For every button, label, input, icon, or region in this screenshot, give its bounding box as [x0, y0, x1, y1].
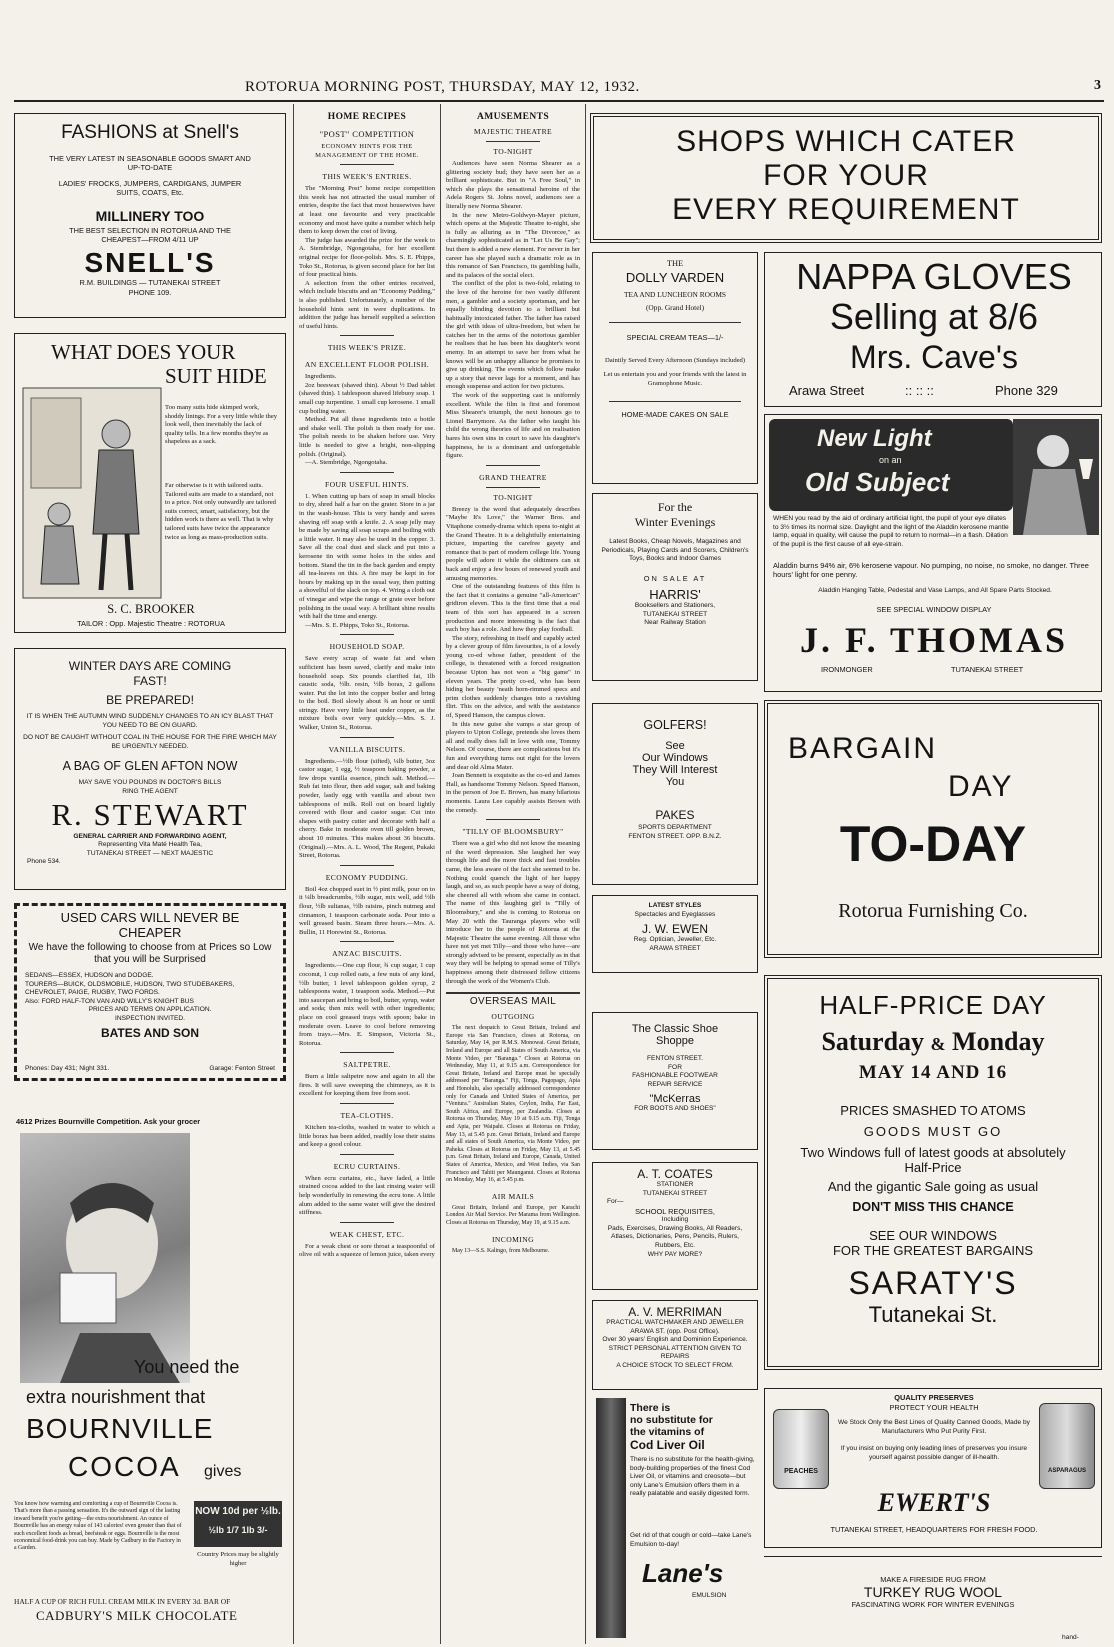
- divider: [340, 1222, 394, 1223]
- judge-text: The judge has awarded the prize for the week to A. Stembridge, Ngongotaha, for her excellent original recipe for floor-polish. Mrs. S. E. Phipps, Toko St., Rotorua, is given second place for her list of four practical hints.: [299, 236, 435, 279]
- divider: [609, 401, 740, 402]
- polish-method: Method. Put all these ingredients into a bottle and shake well. The polish is then ready for use. The polish needs to be shaken before use. Very little is needed to give a bright, non-slipping polish. (Original).: [299, 416, 435, 458]
- saraty-p1: PRICES SMASHED TO ATOMS: [840, 1103, 1026, 1118]
- cocoa-word: COCOA: [68, 1451, 181, 1482]
- classic-name: "McKerras: [649, 1093, 701, 1106]
- bates-h2: We have the following to choose from at Prices so Low that you will be Surprised: [28, 942, 272, 965]
- rug-l1: MAKE A FIRESIDE RUG FROM: [880, 1575, 986, 1584]
- cave-name: Mrs. Cave's: [850, 339, 1018, 375]
- stewart-phone: Phone 534.: [27, 858, 61, 866]
- merriman-l4: STRICT PERSONAL ATTENTION GIVEN TO REPAIRS: [608, 1344, 742, 1361]
- ad-bates: [14, 903, 286, 1081]
- ad-snells: [14, 113, 286, 318]
- page-number: 3: [1094, 78, 1101, 93]
- ewen-l3: Reg. Optician, Jeweller, Etc.: [633, 936, 717, 944]
- ad-saratys: [764, 975, 1102, 1370]
- saltpetre-heading: SALTPETRE.: [343, 1060, 391, 1070]
- cocoa-gives: gives: [204, 1463, 242, 1480]
- masthead-title: ROTORUA MORNING POST, THURSDAY, MAY 12, 1932.: [245, 79, 640, 95]
- vanilla-heading: VANILLA BISCUITS.: [328, 744, 406, 754]
- chest-text: For a weak chest or sore throat a teaspoonful of olive oil with a squeeze of lemon juice, taken every: [299, 1242, 435, 1259]
- classic-l3: FASHIONABLE FOOTWEAR: [632, 1072, 718, 1080]
- bargain-l4: Rotorua Furnishing Co.: [838, 900, 1028, 922]
- ad-ewen: [592, 895, 758, 973]
- saraty-p6: SEE OUR WINDOWS: [869, 1228, 997, 1243]
- cocoa-l1: You need the: [134, 1357, 240, 1377]
- saraty-p3: Two Windows full of latest goods at absolutely Half-Price: [800, 1145, 1066, 1175]
- dolly-opp: (Opp. Grand Hotel): [645, 302, 705, 312]
- dolly-sub: TEA AND LUNCHEON ROOMS: [623, 289, 727, 299]
- cocoa-price-badge: [194, 1501, 282, 1547]
- harris-l2: TUTANEKAI STREET: [642, 610, 708, 618]
- cocoa-country: Country Prices may be slightly higher: [197, 1551, 279, 1567]
- lanes-bottle: [596, 1398, 626, 1638]
- cave-h1: NAPPA GLOVES: [796, 257, 1072, 297]
- divider: [340, 335, 394, 336]
- saraty-h2: Saturday: [821, 1027, 925, 1056]
- coates-name: A. T. COATES: [637, 1167, 713, 1181]
- saraty-p5: DON'T MISS THIS CHANCE: [852, 1200, 1014, 1214]
- thomas-iron: IRONMONGER: [821, 665, 873, 674]
- saraty-h1: HALF-PRICE DAY: [819, 990, 1047, 1020]
- banner1: New Light: [817, 425, 932, 452]
- banner-on: on an: [879, 455, 902, 465]
- ad-coates: [592, 1162, 758, 1290]
- tilly-text: There was a girl who did not know the meaning of the word depression. She laughed her way through life and the more thick and fast troubles came, the less aware of the fact she seemed to be. Nothing could quench the light of her happy laugh, and so, as such people have a way of doing, she cheered all with whom she came in contact. The name of this laughing girl is "Tilly of Bloomsbury," and she is coming to Rotorua on May 20 with the Tauranga players who will introduce her to the people of Rotorua at the Majestic Theatre the same evening. All those who have not yet met Tilly—and those who have—are strongly advised to be present, especially as in that way they will be helping to spread some of Tilly's happiness among their distressed fellow citizens through the work of the Women's Club.: [446, 840, 580, 985]
- soap-heading: HOUSEHOLD SOAP.: [329, 642, 405, 652]
- bargain-l2: DAY: [948, 770, 1014, 803]
- snells-name: SNELL'S: [84, 247, 216, 279]
- lanes-h2: no substitute for: [630, 1414, 713, 1426]
- grand-p4: In this new guise she vamps a star group of players to Upton College, pretends she loves them all and really does fall in love with one, Tommy Nelson. Of course, there are complications but it's fun and everything turns out right for the lovers and dear old Alma Mater.: [446, 720, 580, 771]
- snells-line1: THE VERY LATEST IN SEASONABLE GOODS SMART AND UP-TO-DATE: [49, 154, 251, 173]
- divider: [340, 941, 394, 942]
- divider: [609, 322, 740, 323]
- outgoing-heading: OUTGOING: [491, 1012, 535, 1022]
- snells-phone: PHONE 109.: [128, 287, 172, 297]
- hints-heading: FOUR USEFUL HINTS.: [325, 479, 409, 489]
- soap-text: Save every scrap of waste fat and when sufficient has been saved, clarify and make into household soap. Six pounds clarified fat, 1lb caustic soda, ½lb. resin, ½lb borax, 2 gallons water. Put the lot into the copper boiler and bring to the boil. Boil slowly about ¾ an hour or until stringy. Have very little heat under copper, as the mixture boils over very quickly.—Mrs. S. J. Walker, Union St., Rotorua.: [299, 655, 435, 732]
- boy-drinking-illustration: [20, 1133, 190, 1383]
- dolly-the: THE: [666, 259, 684, 268]
- recipes-heading: HOME RECIPES: [327, 112, 407, 122]
- anzac-text: Ingredients.—One cup flour, ¾ cup sugar, 1 cup coconut, 1 cup rolled oats, a few nuts of any kind, ½lb butter, 1 level tablespoon golden syrup, 2 tablespoons water, 1 teaspoon soda. Method.—Put into saucepan and bring to boil, butter, syrup, water and soda; then mix well with other ingredients; place on cool greased trays with spoon; bake in moderate oven. Leave to cool before removing from trays.—Mrs. E. Simpson, Victoria St., Rotorua.: [299, 962, 435, 1047]
- hints-text: 1. When cutting up bars of soap in small blocks to dry, shred half a bar on the grater. Store in a jar in the wash-house. This is very handy and saves shaving off soap with a knife. 2. A soap jelly may be made by saving all soap scraps and boiling with a little water. It may also be used in the copper. 3. Save all the coal dust and slack and put into a kerosene tin with some holes in the sides and bottom. Stand the tin in the back garden and empty all tea-leaves on this. A fire may be kept in for hours by making up in the usual way, then putting a shovelful of the slack on top. 4. Wring a cloth out of vinegar and wipe the range or grate over before polishing in the usual way. A brilliant shine results with half the time and energy.: [299, 492, 435, 621]
- classic-l2: FOR: [668, 1063, 682, 1071]
- ewert-street: TUTANEKAI STREET, HEADQUARTERS FOR FRESH FOOD.: [830, 1525, 1038, 1534]
- merriman-l1: PRACTICAL WATCHMAKER AND JEWELLER: [606, 1319, 744, 1326]
- ad-ewerts: [764, 1388, 1102, 1548]
- tea-cloths-heading: TEA-CLOTHS.: [340, 1111, 394, 1121]
- masthead-rule: [14, 100, 1104, 102]
- bates-l2: TOURERS—BUICK, OLDSMOBILE, HUDSON, TWO STUDEBAKERS, CHEVROLET, PAIGE, RUGBY, TWO FORDS.: [25, 980, 235, 997]
- chest-heading: WEAK CHEST, ETC.: [329, 1229, 405, 1239]
- coates-l4: SCHOOL REQUISITES,: [635, 1206, 715, 1216]
- divider: [486, 141, 540, 142]
- stewart-ring: RING THE AGENT: [122, 787, 178, 795]
- divider: [446, 992, 580, 994]
- cocoa-lb: ½lb 1/7 1lb 3/-: [208, 1525, 268, 1535]
- anzac-heading: ANZAC BISCUITS.: [332, 949, 402, 959]
- saraty-dates: MAY 14 AND 16: [858, 1062, 1008, 1083]
- selection-text: A selection from the other entries received, which include biscuits and an "Economy Pudding," is also published. Unfortunately, a number of the household hints sent in were duplications. In addition the judge has herself supplied a selection of useful hints.: [299, 279, 435, 330]
- ad-dolly-varden: [592, 252, 758, 484]
- stewart-name: R. STEWART: [51, 796, 249, 832]
- column-rule: [293, 104, 294, 1644]
- ad-stewart: [14, 648, 286, 890]
- divider: [340, 865, 394, 866]
- bates-garage: Garage: Fenton Street: [209, 1065, 275, 1073]
- saraty-h2b: Monday: [952, 1027, 1045, 1056]
- lamp-reader-illustration: [1013, 419, 1099, 535]
- incoming-heading: INCOMING: [491, 1234, 534, 1244]
- shops-l3: EVERY REQUIREMENT: [672, 193, 1020, 226]
- cocoa-b2: CADBURY'S MILK CHOCOLATE: [36, 1608, 238, 1623]
- saltpetre-text: Burn a little saltpetre now and again in all the fires. It will save sweeping the chimneys, as it is excellent for keeping them free from soot.: [299, 1073, 435, 1098]
- coates-l6: Pads, Exercises, Drawing Books, All Readers, Atlases, Dictionaries, Pens, Pencils, Rulers, Rubbers, Etc.: [607, 1224, 743, 1249]
- recipes-sub: "POST" COMPETITION: [319, 129, 415, 139]
- brooker-body2: Far otherwise is it with tailored suits. Tailored suits are made to a standard, not to a price. Not only outwardly are tailored suits correct, smart, satisfactory, but the hidden work is there as well. That is why tailored suits have twice the appearance twice as long as mass-production suits.: [165, 482, 276, 541]
- tilly-heading: "TILLY OF BLOOMSBURY": [462, 827, 564, 837]
- incoming-text: May 13—S.S. Kalingo, from Melbourne.: [452, 1247, 550, 1254]
- ad-bargain-day: [764, 700, 1102, 958]
- majestic-p3: The conflict of the plot is two-fold, relating to the love of the heroine for two vastly different men, a gambler and a society sportsman, and her equally blinding devotion to a brilliant but habitually intoxicated father. The father has raised the girl with ideas of ultra-freedom, but when he catches her in the arms of the notorious gambler he realises that he has been his daughter's worst enemy. In an attempt to save her from what he knows will be an unhappy alliance he promises to give up drinking. The events which follow make up a story that never lags for a moment, and has enough suspense and action for two pictures.: [446, 280, 580, 391]
- ad-harris: [592, 493, 758, 681]
- divider: [486, 465, 540, 466]
- grand-p3: The story, refreshing in itself and capably acted by a clever group of film favourites, is of a lovely young co-ed whose father, president of the college, is threatened with a forced resignation because Upton has not won a "big game" in eleven years. The pretty co-ed, who has been hiding her beauty 'neath horn-rimmed specs and prim clothes suddenly changes into a ravishing flirt. This on the advice, and with the assistance of, Speed Hanson, the campus clown.: [446, 634, 580, 720]
- grand-heading: GRAND THEATRE: [479, 472, 547, 482]
- pudding-heading: ECONOMY PUDDING.: [325, 872, 409, 882]
- divider: [340, 164, 394, 165]
- thomas-lamps: Aladdin Hanging Table, Pedestal and Vase Lamps, and All Spare Parts Stocked.: [818, 587, 1052, 594]
- snells-title: FASHIONS at Snell's: [61, 122, 239, 143]
- ewen-l1: LATEST STYLES: [648, 902, 702, 909]
- saraty-name: SARATY'S: [848, 1265, 1018, 1301]
- coates-l5: Including: [661, 1216, 689, 1224]
- ad-turkey-rug: [764, 1556, 1102, 1646]
- ad-lanes-emulsion: [592, 1398, 758, 1644]
- dolly-cakes: HOME-MADE CAKES ON SALE: [621, 409, 729, 419]
- majestic-p2: In the new Metro-Goldwyn-Mayer picture, which opens at the Majestic Theatre to-night, she is fully as alluring as in "The Divorcee," as charmingly sophisticated as in "Let Us Be Gay"; but there is added a new element. For never in her career has she played such a dramatic role as in this romance of San Francisco, its gambling halls, and its palaces of the social elect.: [446, 211, 580, 279]
- polish-signature: —A. Stembridge, Ngongotaha.: [305, 459, 388, 467]
- ewert-can-asparagus: [1039, 1403, 1095, 1489]
- ad-classic-shoe: [592, 1012, 758, 1150]
- pakes-dept: SPORTS DEPARTMENT: [638, 824, 712, 831]
- ewen-l2: Spectacles and Eyeglasses: [634, 910, 716, 918]
- merriman-l2: ARAWA ST. (opp. Post Office).: [630, 1327, 720, 1335]
- ewert-name: EWERT'S: [877, 1488, 991, 1517]
- divider: [340, 737, 394, 738]
- brooker-name: S. C. BROOKER: [107, 602, 195, 616]
- column-rule: [440, 104, 441, 1644]
- cocoa-photo: [20, 1133, 190, 1383]
- pakes-l3: They Will Interest: [632, 764, 718, 776]
- mail-heading: OVERSEAS MAIL: [469, 996, 557, 1008]
- ad-mrs-cave: [764, 252, 1102, 407]
- grand-p5: Joan Bennett is exquisite as the co-ed and James Hall, as handsome Tommy Nelson. Speed Hanson, in the person of Joe E. Brown, has many hilarious moments. Laura Lee capably assists Brown with the comedy.: [446, 772, 580, 814]
- amusements-heading: AMUSEMENTS: [476, 112, 550, 122]
- harris-body: Latest Books, Cheap Novels, Magazines and Periodicals, Playing Cards and Scorers, Children's Toys, Books and Indoor Games: [601, 538, 749, 563]
- cocoa-brand: BOURNVILLE: [26, 1413, 214, 1444]
- snells-best: THE BEST SELECTION IN ROTORUA AND THE CHEAPEST—FROM 4/11 UP: [69, 225, 231, 245]
- pakes-name: PAKES: [655, 808, 695, 822]
- rug-l3: FASCINATING WORK FOR WINTER EVENINGS: [851, 1600, 1015, 1610]
- cocoa-b1: HALF A CUP OF RICH FULL CREAM MILK IN EVERY 3d. BAR OF: [14, 1597, 231, 1606]
- brooker-title1: WHAT DOES YOUR: [51, 340, 236, 364]
- lanes-body: There is no substitute for the health-giving, body-building properties of the finest Cod Liver Oil, or vitamins and creosote—but only Lane's Emulsion offers them in a really palatable and easily digested form.: [630, 1456, 755, 1498]
- bargain-l3: TO-DAY: [839, 816, 1027, 872]
- classic-l1: FENTON STREET.: [647, 1055, 703, 1062]
- divider: [340, 634, 394, 635]
- grand-p1: Breezy is the word that adequately describes "Maybe It's Love," the Warner Bros. and Vitaphone comedy-drama which opens to-night at the Grand Theatre. It is a delightfully entertaining picture, imparting the carefree gayety and romance that is part of modern college life. Young people will adore it while the oldtimers can sit back and enjoy a few hours of renewed youth and amusing memories.: [446, 505, 580, 582]
- lanes-h1: There is: [630, 1402, 671, 1414]
- divider: [340, 1103, 394, 1104]
- saraty-p7: FOR THE GREATEST BARGAINS: [832, 1243, 1034, 1258]
- brooker-body1: Too many suits hide skimped work, shoddy linings. For a very little while they look well, then inevitably the lack of quality tells. In a few months they're as shapeless as a sack.: [165, 404, 278, 446]
- stewart-h1: WINTER DAYS ARE COMING FAST!: [68, 659, 232, 688]
- ingredients-list: 2oz beeswax (shaved thin). About ½ Dad tablet (shaved thin). 1 tablespoon shaved lifebuoy soap. 1 small cup turpentine. 1 small cup kerosene. 1 small cup boiling water.: [299, 381, 435, 415]
- divider: [340, 1154, 394, 1155]
- lanes-brand: Lane's: [642, 1558, 724, 1588]
- merriman-l5: A CHOICE STOCK TO SELECT FROM.: [616, 1361, 734, 1369]
- harris-h1: For the: [657, 500, 693, 514]
- classic-l4: REPAIR SERVICE: [647, 1080, 703, 1088]
- majestic-tonight: TO-NIGHT: [493, 147, 533, 156]
- rug-hand: hand-: [1062, 1634, 1079, 1641]
- ad-thomas: [764, 414, 1102, 692]
- dolly-served: Daintily Served Every Afternoon (Sundays included): [604, 356, 746, 364]
- pudding-text: Boil 4oz chopped suet in ½ pint milk, pour on to it ¼lb breadcrumbs, ½lb sugar, mix well, add ½lb flour, ½lb sultanas, ½lb raisins, pinch nutmeg and cinnamon, 1 teaspoon carbonate soda. Pour into a well greased basin. Steam three hours.—Mrs. A. Bullin, 11 Horewini St., Rotorua.: [299, 885, 435, 936]
- snells-line2: LADIES' FROCKS, JUMPERS, CARDIGANS, JUMPER SUITS, COATS, Etc.: [58, 178, 242, 198]
- prize-heading: THIS WEEK'S PRIZE.: [327, 343, 407, 353]
- ad-brooker: [14, 333, 286, 633]
- cocoa-now: NOW 10d per ½lb.: [195, 1506, 281, 1517]
- divider: [340, 1052, 394, 1053]
- home-recipes-column: [299, 110, 435, 1645]
- column-rule: [585, 104, 586, 1644]
- coates-l3: For—: [607, 1198, 624, 1206]
- vanilla-text: Ingredients.—½lb flour (sifted), ¼lb butter, 3oz castor sugar, 1 egg, ½ teaspoon baking powder, a few drops vanilla essence, pinch salt. Method.—Rub fat into flour, then add sugar, salt and baking powder, lastly egg with vanilla and about two tablespoons of milk. Roll out on board lightly covered with flour and castor sugar. Cut into shapes with pastry cutter and decorate with half a cherry. Bake in moderate oven till golden brown, about 10 minutes. This makes about 36 biscuits. (Original).—Mrs. A. L. Wood, The Regent, Pukaki Street, Rotorua.: [299, 757, 435, 860]
- ewert-insist: If you insist on buying only leading lines of preserves you insure yourself against possible danger of ill-health.: [840, 1445, 1028, 1461]
- stewart-l2: Representing Vita Maté Health Tea,: [98, 841, 202, 849]
- ecru-text: When ecru curtains, etc., have faded, a little strained cocoa added to the last rinsing water will help wonderfully in renewing the ecru tone. A little alum added to the same water will give the desired stiffness.: [299, 1174, 435, 1217]
- air-mails-heading: AIR MAILS: [491, 1191, 535, 1201]
- coates-l7: WHY PAY MORE?: [647, 1250, 703, 1258]
- ewert-can2: ASPARAGUS: [1048, 1468, 1086, 1474]
- cave-phone: Phone 329: [995, 383, 1058, 398]
- dolly-let: Let us entertain you and your friends with the latest in Gramophone Music.: [603, 371, 747, 387]
- recipes-sub2: ECONOMY HINTS FOR THE MANAGEMENT OF THE HOME.: [315, 143, 419, 159]
- banner-new-light: [769, 419, 1013, 511]
- masthead: [0, 76, 1114, 102]
- snells-millinery: MILLINERY TOO: [95, 207, 205, 224]
- pakes-l2: Our Windows: [641, 752, 709, 764]
- pakes-l1: See: [665, 740, 685, 752]
- saraty-p4: And the gigantic Sale going as usual: [827, 1179, 1039, 1194]
- ewert-body: We Stock Only the Best Lines of Quality Canned Goods, Made by Manufacturers Who Put Purity First.: [838, 1419, 1030, 1435]
- ewen-name: J. W. EWEN: [642, 922, 708, 937]
- bates-name: BATES AND SON: [100, 1025, 199, 1040]
- divider: [340, 472, 394, 473]
- ewert-h2: PROTECT YOUR HEALTH: [889, 1403, 979, 1412]
- ewert-can1: PEACHES: [784, 1468, 818, 1475]
- snells-address: R.M. BUILDINGS — TUTANEKAI STREET: [79, 278, 221, 288]
- bates-l3: Also: FORD HALF-TON VAN AND WILLY'S KNIGHT BUS: [25, 997, 194, 1005]
- harris-l3: Near Railway Station: [644, 619, 706, 627]
- brooker-address: TAILOR : Opp. Majestic Theatre : ROTORUA: [77, 619, 225, 628]
- thomas-street: TUTANEKAI STREET: [951, 665, 1024, 674]
- dolly-teas: SPECIAL CREAM TEAS—1/-: [626, 333, 724, 343]
- entries-text: The "Morning Post" home recipe competition this week has not attracted the usual number of entries, despite the fact that most housewives have at least one favourite and very practicable economy and most have quite a number which help them to keep down the cost of living.: [299, 185, 435, 236]
- classic-h2: Shoppe: [656, 1035, 694, 1047]
- air-mails-text: Great Britain, Ireland and Europe, per Karachi London Air Mail Service. Per Marama from Wellington. Closes at Rotorua on Thursday, May 19, at 9.15 a.m.: [446, 1204, 580, 1226]
- cocoa-l2: extra nourishment that: [26, 1387, 206, 1407]
- saraty-amp: &: [930, 1034, 946, 1054]
- stewart-h2: BE PREPARED!: [106, 693, 194, 707]
- saraty-street: Tutanekai St.: [868, 1302, 998, 1327]
- majestic-p4: The work of the supporting cast is uniformly excellent. While the film is first and foremost Miss Shearer's triumph, the next honours go to Lionel Barrymore. As the father who taught his child the wrong theories of life and on realisation bares his own sins in court to save his daughter's happiness, he is a dominant and unforgettable figure.: [446, 392, 580, 460]
- tailor-illustration: [21, 364, 163, 600]
- lanes-get: Get rid of that cough or cold—take Lane's Emulsion to-day!: [630, 1532, 752, 1548]
- shops-l1: SHOPS WHICH CATER: [676, 125, 1016, 158]
- coates-l2: TUTANEKAI STREET: [642, 1189, 708, 1197]
- harris-h2: Winter Evenings: [634, 515, 716, 529]
- majestic-p1: Audiences have seen Norma Shearer as a glittering society bud; they have seen her as a brilliant sophisticate. But in "A Free Soul," in which she plays the sensational heroine of the Adela Rogers St. Johns novel, audiences see a literally new Norma Shearer.: [446, 160, 580, 210]
- divider: [486, 819, 540, 820]
- thomas-aladdin: Aladdin burns 94% air, 6% kerosene vapour. No pumping, no noise, no smoke, no danger. Three hours' light for one penny.: [773, 561, 1089, 580]
- cocoa-top: 4612 Prizes Bournville Competition. Ask your grocer: [16, 1117, 201, 1126]
- bates-l5: INSPECTION INVITED.: [115, 1014, 185, 1022]
- lanes-emulsion: EMULSION: [692, 1592, 727, 1599]
- ewert-can-peaches: [773, 1409, 829, 1489]
- harris-sale: ON SALE AT: [643, 573, 707, 583]
- bates-h1: USED CARS WILL NEVER BE CHEAPER: [60, 910, 240, 940]
- ad-bournville: [14, 1117, 286, 1645]
- entries-heading: THIS WEEK'S ENTRIES.: [322, 172, 412, 182]
- stewart-bag: A BAG OF GLEN AFTON NOW: [62, 759, 238, 774]
- cave-seps: :: :: ::: [905, 383, 934, 398]
- bargain-l1: BARGAIN: [788, 732, 938, 765]
- merriman-l3: Over 30 years' English and Dominion Experience.: [602, 1336, 748, 1344]
- lanes-h4: Cod Liver Oil: [630, 1438, 705, 1452]
- merriman-name: A. V. MERRIMAN: [628, 1305, 722, 1319]
- polish-heading: AN EXCELLENT FLOOR POLISH.: [304, 360, 430, 370]
- thomas-name: J. F. THOMAS: [799, 620, 1069, 660]
- amusements-column: [446, 110, 580, 1645]
- ad-pakes: [592, 703, 758, 885]
- brooker-title2: SUIT HIDE: [165, 364, 267, 388]
- thomas-see: SEE SPECIAL WINDOW DISPLAY: [876, 605, 992, 614]
- banner2: Old Subject: [805, 467, 950, 497]
- grand-tonight: TO-NIGHT: [493, 492, 533, 502]
- pakes-h: GOLFERS!: [643, 718, 707, 732]
- divider: [486, 487, 540, 488]
- shops-l2: FOR YOUR: [763, 159, 929, 192]
- cave-h2: Selling at 8/6: [829, 297, 1039, 337]
- stewart-l3: TUTANEKAI STREET — NEXT MAJESTIC: [86, 849, 214, 857]
- saraty-p2: GOODS MUST GO: [863, 1124, 1003, 1139]
- mail-text: The next despatch to Great Britain, Ireland and Europe via San Francisco, closes at Rotorua, on Saturday, May 14, per R.M.S. Monowai. Great Britain, Ireland and Europe and all States of South America, via Monte Video, per "Baranga." Closes at Rotorua on Wednesday, May 11, at 9.15 a.m. Correspondence for Great Britain, Ireland and Europe must be specially addressed per "Baranga." Fiji, Tonga, Pagopago, Apia and Honolulu, also specially addressed correspondence only for Canada and United States of America, per "Ventura." Australian States, Ceylon, India, Far East, South Africa, and Europe, per Zealandia. Closes at Rotorua on Thursday, May 19 at 9.15 a.m. Fiji, Tonga and Apia, per Waipahi. Closes at Rotorua on Friday, May 13, at 5.45 p.m. Great Britain, Ireland and Europe and all states of South America, via Monte Video, per Paheka. Closes at Rotorua on Friday, May 13, at 5.45 p.m. Great Britain, Ireland and Europe, Canada, United States of America, Mexico, and West Indies, via San Francisco and Tahiti per Maunganui. Closes at Rotorua on Monday, May 16, at 5.45 p.m.: [446, 1025, 580, 1184]
- stewart-may: MAY SAVE YOU POUNDS IN DOCTOR'S BILLS: [78, 779, 222, 787]
- ewen-l4: ARAWA STREET: [649, 944, 701, 952]
- majestic-heading: MAJESTIC THEATRE: [473, 127, 553, 136]
- ewert-h1: QUALITY PRESERVES: [894, 1393, 974, 1402]
- lanes-h3: the vitamins of: [630, 1426, 705, 1438]
- bates-phones: Phones: Day 431; Night 331.: [25, 1065, 110, 1073]
- dolly-name: DOLLY VARDEN: [625, 269, 725, 285]
- bates-l4: PRICES AND TERMS ON APPLICATION.: [88, 1006, 212, 1014]
- stewart-p2: DO NOT BE CAUGHT WITHOUT COAL IN THE HOUSE FOR THE FIRE WHICH MAY BE URGENTLY NEEDED.: [23, 734, 277, 750]
- classic-h1: The Classic Shoe: [631, 1023, 719, 1035]
- cave-street: Arawa Street: [789, 383, 865, 398]
- classic-l5: FOR BOOTS AND SHOES": [634, 1105, 716, 1113]
- tea-cloths-text: Kitchen tea-cloths, washed in water to which a little borax has been added, readily lose their stains and keep a good colour.: [299, 1124, 435, 1149]
- pakes-l4: You: [665, 776, 685, 788]
- thomas-body: WHEN you read by the aid of ordinary artificial light, the pupil of your eye dilates to 3½ times its normal size. Daylight and the light of the Aladdin kerosene mantle lamp, equal in quality, will cause the pupil to return to normal—in a flash. Dilation of the pupil is the first cause of all eye-strain.: [773, 515, 1009, 548]
- coates-l1: STATIONER: [656, 1181, 694, 1188]
- hints-signature: —Mrs. S. E. Phipps, Toko St., Rotorua.: [305, 621, 410, 629]
- saraty-days: [768, 1025, 1098, 1061]
- rug-l2: TURKEY RUG WOOL: [863, 1584, 1003, 1601]
- ecru-heading: ECRU CURTAINS.: [333, 1161, 401, 1171]
- harris-l1: Booksellers and Stationers,: [634, 602, 716, 610]
- stewart-l1: GENERAL CARRIER AND FORWARDING AGENT,: [73, 832, 227, 840]
- stewart-p1: IT IS WHEN THE AUTUMN WIND SUDDENLY CHANGES TO AN ICY BLAST THAT YOU NEED TO BE ON GUARD.: [26, 713, 274, 729]
- ad-merriman: [592, 1300, 758, 1390]
- harris-name: HARRIS': [649, 587, 701, 603]
- header-shops: [590, 113, 1102, 243]
- grand-p2: One of the outstanding features of this film is the fact that it contains a genuine "all-American" gridiron eleven. This is the first time that a real team of this sort has appeared in a screen production and more interesting is the fact that each boy has a role. And how they play football.: [446, 583, 580, 634]
- bates-l1: SEDANS—ESSEX, HUDSON and DODGE.: [25, 972, 154, 979]
- ingredients-label: Ingredients.: [305, 373, 337, 381]
- pakes-addr: FENTON STREET. OPP. B.N.Z.: [628, 832, 722, 840]
- cocoa-body: You know how warming and comforting a cup of Bournville Cocoa is. That's more than a passing sensation. It's the outward sign of the lasting inward benefit you're getting—the extra nourishment. An ounce of Bournville has an energy value of 143 calories! even greater than that of such excellent foods as bread, beefsteak or eggs. Bournville is the most economical food-drink you can buy. Made by Cadbury in the Factory in a Garden.: [14, 1501, 182, 1552]
